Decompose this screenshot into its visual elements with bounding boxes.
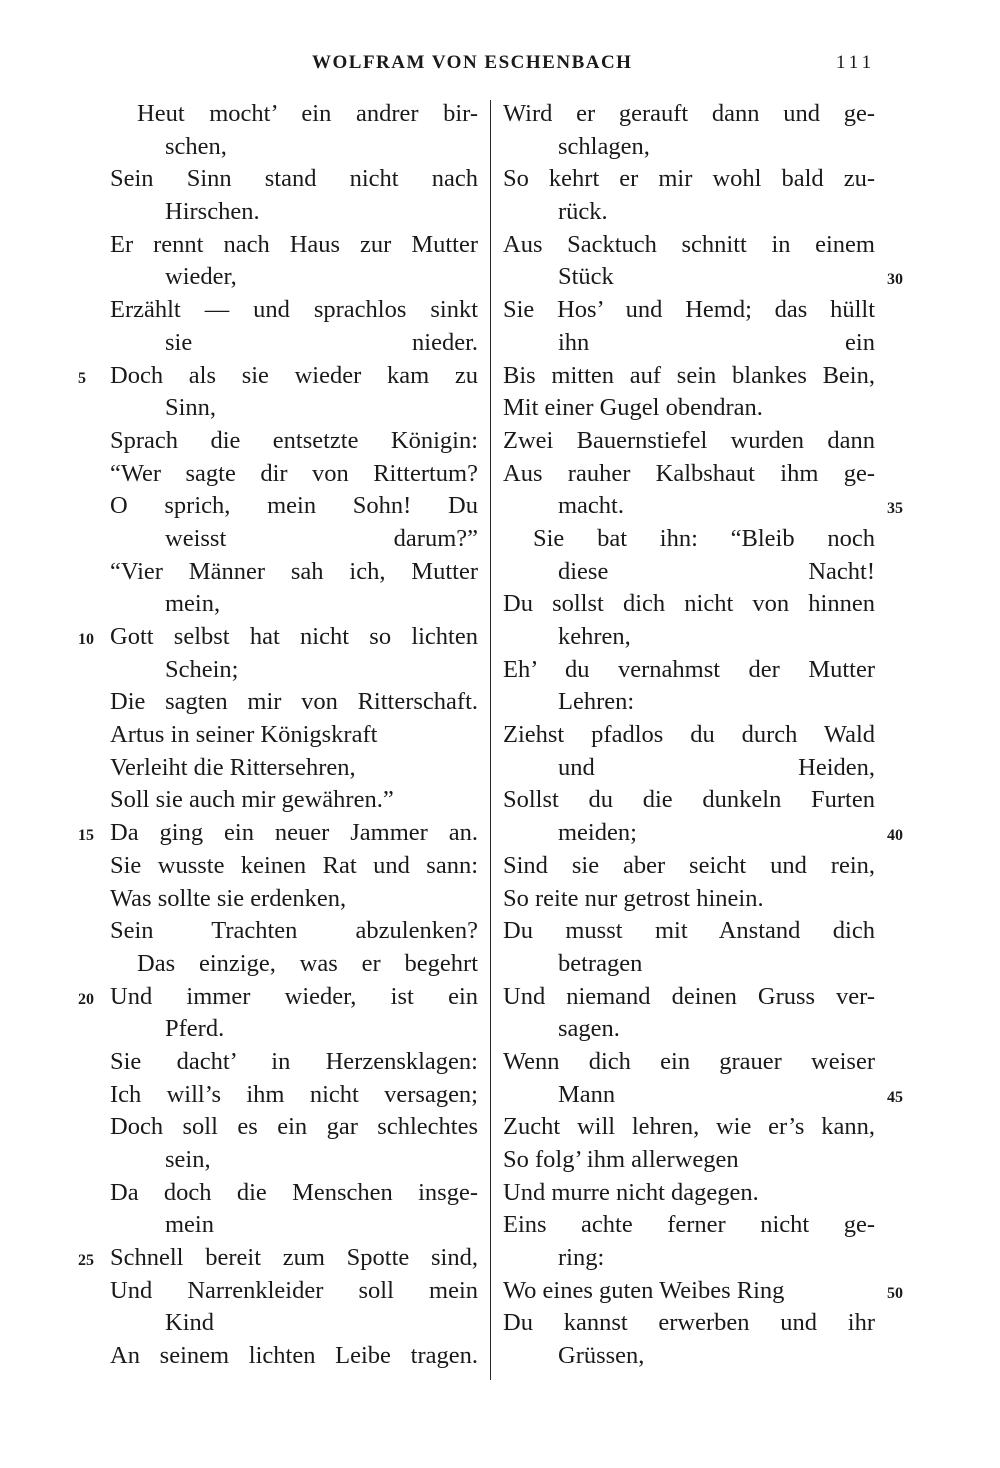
verse-line: [503, 458, 875, 491]
verse-text: Das einzige, was er begehrt: [137, 949, 478, 977]
verse-line: [110, 1209, 478, 1242]
verse-line: [78, 817, 478, 850]
verse-line: [110, 425, 478, 458]
right-poem-column: [503, 98, 903, 1373]
verse-text: schlagen,: [558, 132, 650, 160]
verse-text: sie nieder.: [165, 328, 478, 356]
verse-text: “Vier Männer sah ich, Mutter: [110, 557, 478, 585]
verse-text: wieder,: [165, 263, 237, 291]
verse-text: Da ging ein neuer Jammer an.: [110, 819, 478, 847]
verse-line: [110, 229, 478, 262]
verse-line: [110, 1013, 478, 1046]
verse-text: Sein Trachten abzulenken?: [110, 917, 478, 945]
verse-text: Und murre nicht dagegen.: [503, 1178, 759, 1206]
verse-text: ihn ein: [558, 328, 875, 356]
line-number: 20: [78, 990, 94, 1008]
verse-text: Sie Hos’ und Hemd; das hüllt: [503, 296, 875, 324]
verse-line: [503, 229, 875, 262]
verse-text: Heut mocht’ ein andrer bir-: [137, 100, 478, 127]
running-title: WOLFRAM VON ESCHENBACH: [312, 52, 633, 73]
line-number: 50: [887, 1284, 903, 1302]
verse-text: Erzählt — und sprachlos sinkt: [110, 296, 478, 324]
verse-line: [503, 948, 875, 981]
verse-text: Sollst du die dunkeln Furten: [503, 786, 875, 814]
line-number: 40: [887, 827, 903, 845]
verse-line: [503, 360, 875, 393]
verse-text: und Heiden,: [558, 753, 875, 781]
verse-line: [110, 1046, 478, 1079]
verse-text: So folg’ ihm allerwegen: [503, 1146, 739, 1173]
verse-line: [110, 1340, 478, 1373]
verse-line: [110, 1079, 478, 1112]
verse-text: Mann: [558, 1080, 616, 1108]
verse-line: [503, 1340, 875, 1373]
verse-line: [110, 850, 478, 883]
verse-line: [110, 1275, 478, 1308]
verse-text: Aus Sacktuch schnitt in einem: [503, 230, 875, 258]
verse-line: [503, 294, 875, 327]
verse-text: Wo eines guten Weibes Ring: [503, 1276, 785, 1304]
verse-text: Pferd.: [165, 1015, 225, 1043]
verse-line: [503, 621, 875, 654]
verse-line: [110, 752, 478, 785]
verse-line: [503, 425, 875, 458]
verse-line: [503, 719, 875, 752]
verse-line: [110, 654, 478, 687]
verse-line: [110, 327, 478, 360]
verse-line: [503, 1079, 903, 1112]
verse-text: Aus rauher Kalbshaut ihm ge-: [503, 459, 875, 487]
verse-line: [503, 392, 875, 425]
verse-line: [110, 131, 478, 164]
verse-text: Sind sie aber seicht und rein,: [503, 851, 875, 879]
verse-text: betragen: [558, 949, 643, 977]
verse-line: [110, 1111, 478, 1144]
verse-line: [110, 392, 478, 425]
verse-line: [78, 981, 478, 1014]
verse-line: [503, 131, 875, 164]
verse-line: [110, 458, 478, 491]
verse-line: [503, 686, 875, 719]
verse-line: [110, 294, 478, 327]
verse-text: Schnell bereit zum Spotte sind,: [110, 1244, 478, 1272]
verse-text: Gott selbst hat nicht so lichten: [110, 623, 478, 650]
verse-text: Stück: [558, 263, 614, 291]
left-poem-column: [78, 98, 478, 1373]
verse-text: sagen.: [558, 1015, 620, 1043]
page-header: [0, 52, 1000, 86]
verse-line: [503, 752, 875, 785]
verse-text: Lehren:: [558, 688, 635, 716]
verse-text: Du sollst dich nicht von hinnen: [503, 590, 875, 618]
verse-text: Verleiht die Rittersehren,: [110, 753, 356, 781]
verse-text: sein,: [165, 1146, 211, 1173]
verse-text: Wenn dich ein grauer weiser: [503, 1047, 875, 1075]
verse-text: Er rennt nach Haus zur Mutter: [110, 230, 478, 258]
verse-line: [503, 1046, 875, 1079]
column-divider: [490, 100, 491, 1380]
page-number: 111: [836, 52, 876, 73]
line-number: 15: [78, 827, 94, 845]
line-number: 25: [78, 1252, 94, 1270]
verse-text: Doch soll es ein gar schlechtes: [110, 1113, 478, 1141]
verse-line: [110, 1307, 478, 1340]
verse-line: [503, 588, 875, 621]
verse-line: [503, 1275, 903, 1308]
verse-line: [78, 1242, 478, 1275]
verse-line: [110, 883, 478, 916]
verse-line: [503, 1209, 875, 1242]
verse-line: [110, 948, 478, 981]
verse-line: [503, 1111, 875, 1144]
verse-line: [503, 1144, 875, 1177]
verse-line: [503, 163, 875, 196]
verse-text: “Wer sagte dir von Rittertum?: [110, 459, 478, 487]
verse-line: [110, 719, 478, 752]
verse-text: O sprich, mein Sohn! Du: [110, 492, 478, 520]
verse-text: Und Narrenkleider soll mein: [110, 1276, 478, 1304]
verse-text: rück.: [558, 198, 608, 226]
verse-text: mein,: [165, 590, 221, 618]
verse-line: [503, 327, 875, 360]
verse-line: [110, 98, 478, 131]
verse-line: [110, 1144, 478, 1177]
verse-text: Sein Sinn stand nicht nach: [110, 165, 478, 193]
verse-text: Soll sie auch mir gewähren.”: [110, 786, 394, 814]
line-number: 45: [887, 1088, 903, 1106]
verse-line: [503, 1013, 875, 1046]
verse-text: Hirschen.: [165, 198, 260, 226]
verse-line: [503, 490, 903, 523]
line-number: 30: [887, 271, 903, 289]
verse-line: [110, 784, 478, 817]
verse-text: Was sollte sie erdenken,: [110, 884, 347, 912]
verse-line: [503, 850, 875, 883]
verse-line: [503, 654, 875, 687]
verse-text: Sie dacht’ in Herzensklagen:: [110, 1047, 478, 1075]
line-number: 35: [887, 500, 903, 518]
verse-text: An seinem lichten Leibe tragen.: [110, 1342, 478, 1370]
verse-text: Sprach die entsetzte Königin:: [110, 426, 478, 454]
verse-text: Sie wusste keinen Rat und sann:: [110, 851, 478, 879]
line-number: 10: [78, 631, 94, 648]
verse-text: Doch als sie wieder kam zu: [110, 361, 478, 389]
verse-line: [110, 163, 478, 196]
verse-text: Ziehst pfadlos du durch Wald: [503, 721, 875, 749]
verse-line: [503, 261, 903, 294]
verse-text: macht.: [558, 492, 624, 520]
verse-line: [503, 883, 875, 916]
verse-text: Artus in seiner Königskraft: [110, 721, 378, 749]
verse-text: Bis mitten auf sein blankes Bein,: [503, 361, 875, 389]
verse-text: meiden;: [558, 819, 637, 847]
verse-text: schen,: [165, 132, 227, 160]
verse-text: So reite nur getrost hinein.: [503, 884, 764, 912]
verse-text: Und immer wieder, ist ein: [110, 982, 478, 1010]
verse-line: [503, 981, 875, 1014]
verse-line: [110, 196, 478, 229]
verse-text: diese Nacht!: [558, 557, 875, 585]
verse-line: [110, 686, 478, 719]
verse-text: Da doch die Menschen insge-: [110, 1178, 478, 1206]
verse-text: Die sagten mir von Ritterschaft.: [110, 688, 478, 716]
verse-line: [78, 621, 478, 654]
verse-line: [110, 588, 478, 621]
verse-text: Kind: [165, 1309, 214, 1337]
verse-text: So kehrt er mir wohl bald zu-: [503, 165, 875, 193]
verse-line: [110, 1177, 478, 1210]
verse-text: Mit einer Gugel obendran.: [503, 394, 763, 422]
verse-text: Grüssen,: [558, 1342, 645, 1370]
verse-text: Du kannst erwerben und ihr: [503, 1309, 875, 1337]
verse-line: [78, 360, 478, 393]
verse-line: [503, 196, 875, 229]
verse-text: Eins achte ferner nicht ge-: [503, 1211, 875, 1239]
verse-text: mein: [165, 1211, 214, 1239]
verse-line: [110, 261, 478, 294]
verse-line: [110, 915, 478, 948]
verse-text: Zucht will lehren, wie er’s kann,: [503, 1113, 875, 1141]
verse-line: [110, 490, 478, 523]
verse-line: [110, 523, 478, 556]
verse-text: weisst darum?”: [165, 524, 478, 552]
verse-line: [503, 915, 875, 948]
verse-line: [503, 784, 875, 817]
verse-text: Sie bat ihn: “Bleib noch: [533, 524, 875, 552]
verse-line: [503, 98, 875, 131]
verse-line: [503, 556, 875, 589]
verse-line: [503, 1307, 875, 1340]
verse-line: [110, 556, 478, 589]
verse-line: [503, 523, 875, 556]
verse-text: Zwei Bauernstiefel wurden dann: [503, 426, 875, 454]
verse-text: Wird er gerauft dann und ge-: [503, 100, 875, 127]
verse-text: Und niemand deinen Gruss ver-: [503, 982, 875, 1010]
verse-text: kehren,: [558, 623, 631, 650]
verse-text: Schein;: [165, 655, 239, 683]
verse-text: ring:: [558, 1244, 605, 1272]
verse-text: Du musst mit Anstand dich: [503, 917, 875, 945]
verse-line: [503, 1177, 875, 1210]
verse-line: [503, 1242, 875, 1275]
verse-text: Ich will’s ihm nicht versagen;: [110, 1080, 478, 1108]
verse-text: Sinn,: [165, 394, 217, 422]
verse-text: Eh’ du vernahmst der Mutter: [503, 655, 875, 683]
line-number: 5: [78, 369, 86, 387]
verse-line: [503, 817, 903, 850]
